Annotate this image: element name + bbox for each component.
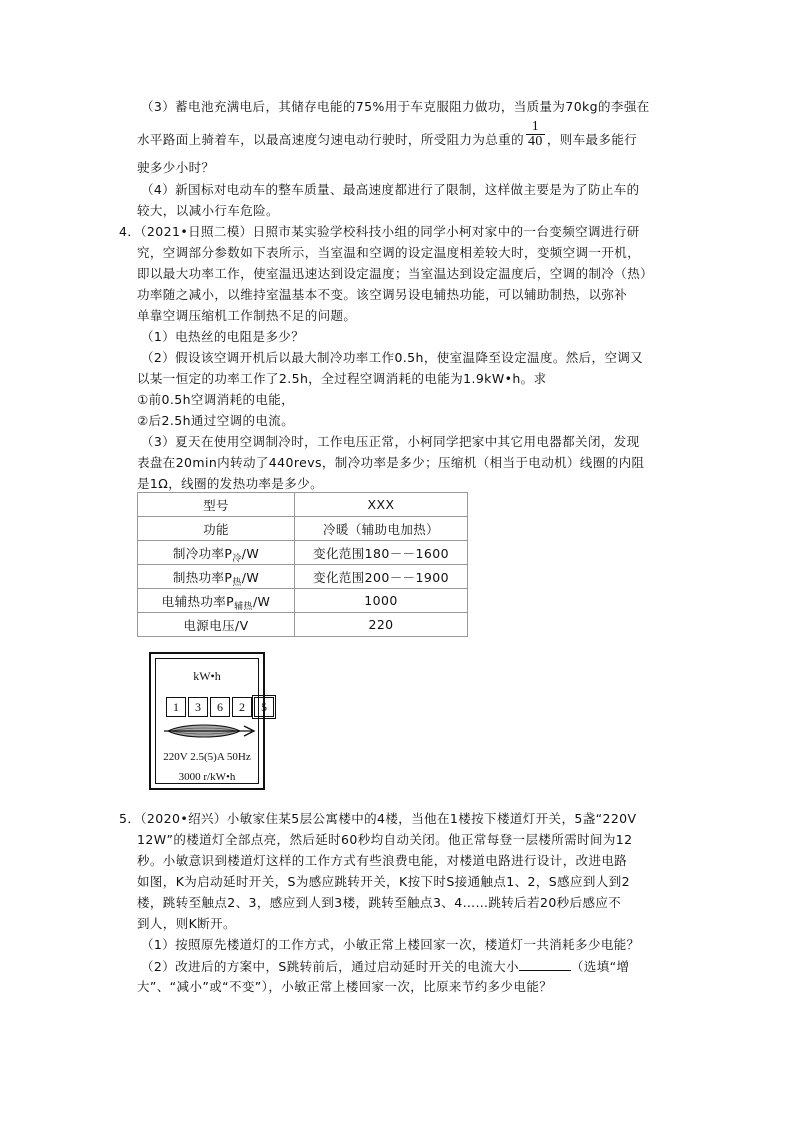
q5-sub1: （1）按照原先楼道灯的工作方式，小敏正常上楼回家一次，楼道灯一共消耗多少电能？ — [141, 937, 640, 952]
q5-sub2-text-a: （2）改进后的方案中，S跳转前后，通过启动延时开关的电流大小 — [141, 959, 519, 974]
table-cell: XXX — [295, 493, 468, 517]
q5-line1: 5．（2020•绍兴）小敏家住某5层公寓楼中的4楼，当他在1楼按下楼道灯开关，5盏“220V — [119, 811, 637, 826]
q3-part4-line2: 较大，以减小行车危险。 — [137, 203, 279, 218]
q3-part3-line3: 驶多少小时？ — [137, 160, 215, 175]
subscript: 冷 — [232, 553, 242, 564]
table-cell — [138, 565, 295, 589]
meter-digit: 6 — [210, 697, 230, 717]
meter-digit: 1 — [166, 697, 186, 717]
q4-line3: 即以最大功率工作，使室温迅速达到设定温度；当室温达到设定温度后，空调的制冷（热） — [137, 266, 654, 281]
q4-sub3-line3: 是1Ω，线圈的发热功率是多少。 — [137, 476, 324, 491]
meter-digit-decimal: 5 — [254, 697, 274, 717]
q5-sub2-text-b: （选填“增 — [570, 959, 630, 974]
q4-line5: 单靠空调压缩机工作制热不足的问题。 — [137, 308, 357, 323]
q4-sub2-b: ②后2.5h通过空调的电流。 — [137, 413, 295, 428]
table-row — [138, 589, 468, 613]
table-cell — [138, 589, 295, 613]
meter-rating-label: 220V 2.5(5)A 50Hz — [163, 751, 251, 763]
fraction-denominator: 40 — [528, 134, 543, 149]
table-row — [138, 517, 468, 541]
q3-part3-line2-text-a: 水平路面上骑着车，以最高速度匀速电动行驶时，所受阻力为总重的 — [137, 132, 525, 147]
cell-label: 电辅热功率P — [161, 593, 235, 609]
meter-digit: 2 — [232, 697, 252, 717]
table-cell — [138, 541, 295, 565]
q3-part3-line2 — [137, 119, 638, 154]
cell-label: 制热功率P — [172, 569, 233, 585]
q3-part3-line2-text-b: ，则车最多能行 — [546, 132, 638, 147]
fraction-one-fortieth — [526, 120, 545, 149]
q4-sub2-line2: 以某一恒定的功率工作了2.5h，全过程空调消耗的电能为1.9kW•h。求 — [137, 371, 547, 386]
electric-meter-figure — [149, 652, 265, 790]
q4-sub2-a: ①前0.5h空调消耗的电能， — [137, 392, 295, 407]
meter-digit: 3 — [188, 697, 208, 717]
q4-line1: 4．（2021•日照二模）日照市某实验学校科技小组的同学小柯对家中的一台变频空调进行研 — [119, 224, 640, 239]
q4-sub2-line1: （2）假设该空调开机后以最大制冷功率工作0.5h，使室温降至设定温度。然后，空调又 — [141, 350, 644, 365]
table-row — [138, 613, 468, 637]
meter-unit-label: kW•h — [193, 669, 221, 683]
q5-sub2-line2: 大”、“减小”或“不变”），小敏正常上楼回家一次，比原来节约多少电能？ — [137, 979, 553, 994]
table-row — [138, 541, 468, 565]
cell-unit: /W — [241, 545, 260, 561]
q5-line2: 12W”的楼道灯全部点亮，然后延时60秒均自动关闭。他正常每登一层楼所需时间为12 — [137, 832, 633, 847]
table-cell: 220 — [295, 613, 468, 637]
table-cell: 功能 — [138, 517, 295, 541]
table-row — [138, 565, 468, 589]
meter-digit-row — [166, 697, 276, 717]
q5-line6: 到人，则K断开。 — [137, 916, 236, 931]
table-cell: 电源电压/V — [138, 613, 295, 637]
q5-sub2-line1 — [141, 956, 629, 976]
ac-spec-table — [137, 492, 468, 637]
table-cell: 型号 — [138, 493, 295, 517]
subscript: 辅热 — [234, 601, 253, 612]
table-cell: 变化范围200－－1900 — [295, 565, 468, 589]
q4-sub1: （1）电热丝的电阻是多少？ — [141, 329, 305, 344]
cell-label: 制冷功率P — [172, 545, 233, 561]
q3-part4-line1: （4）新国标对电动车的整车质量、最高速度都进行了限制，这样做主要是为了防止车的 — [141, 182, 640, 197]
cell-unit: /W — [241, 569, 260, 585]
answer-blank[interactable] — [519, 956, 571, 971]
q5-line3: 秒。小敏意识到楼道灯这样的工作方式有些浪费电能，对楼道电路进行设计，改进电路 — [137, 853, 628, 868]
meter-revs-label: 3000 r/kW•h — [178, 771, 236, 783]
meter-inner-frame — [155, 658, 267, 784]
fraction-numerator: 1 — [526, 120, 545, 135]
meter-disk-arrow-icon — [164, 721, 256, 741]
cell-unit: /W — [252, 593, 271, 609]
subscript: 热 — [232, 577, 242, 588]
table-cell: 1000 — [295, 589, 468, 613]
table-row — [138, 493, 468, 517]
q4-line4: 功率随之减小，以维持室温基本不变。该空调另设电辅热功能，可以辅助制热，以弥补 — [137, 287, 628, 302]
q3-part3-line1: （3）蓄电池充满电后，其储存电能的75%用于车克服阻力做功，当质量为70kg的李强在 — [141, 99, 650, 114]
q5-line5: 楼，跳转至触点2、3，感应到人到3楼，跳转至触点3、4……跳转后若20秒后感应不 — [137, 895, 622, 910]
q4-sub3-line1: （3）夏天在使用空调制冷时，工作电压正常，小柯同学把家中其它用电器都关闭，发现 — [141, 434, 640, 449]
table-cell: 冷暖（辅助电加热） — [295, 517, 468, 541]
q5-line4: 如图，K为启动延时开关，S为感应跳转开关，K按下时S接通触点1、2，S感应到人到2 — [137, 874, 630, 889]
q4-sub3-line2: 表盘在20min内转动了440revs，制冷功率是多少；压缩机（相当于电动机）线圈的内阻 — [137, 455, 645, 470]
table-cell: 变化范围180－－1600 — [295, 541, 468, 565]
q4-line2: 究，空调部分参数如下表所示，当室温和空调的设定温度相差较大时，变频空调一开机， — [137, 245, 641, 260]
